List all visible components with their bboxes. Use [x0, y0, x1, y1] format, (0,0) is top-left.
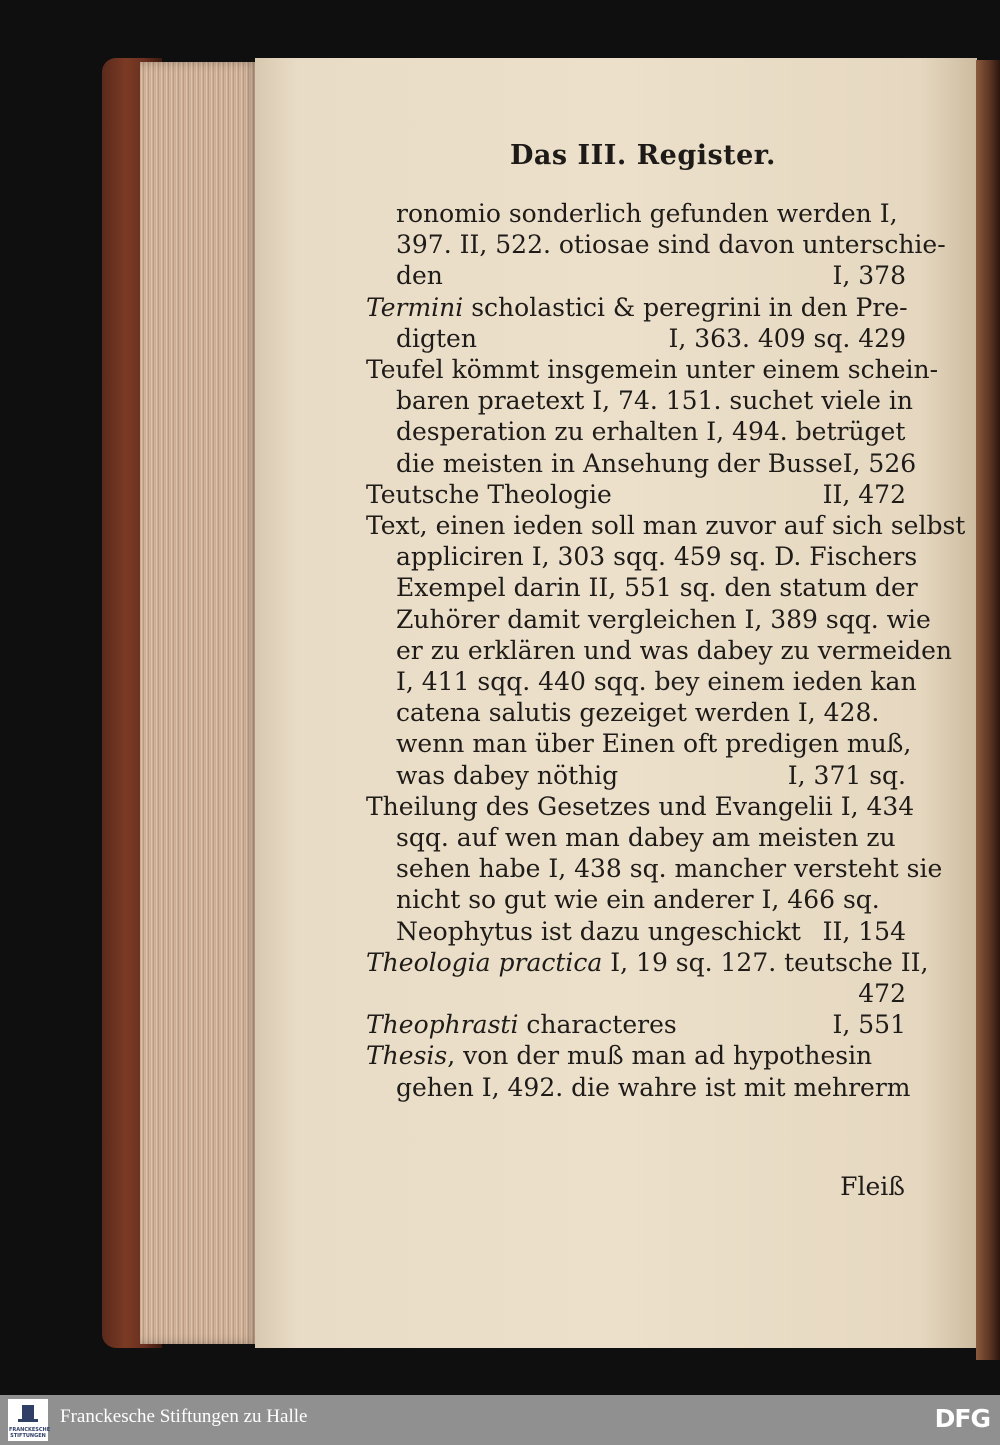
entry-text: Neophytus ist dazu ungeschickt [396, 916, 801, 946]
dfg-logo[interactable]: DFG [934, 1404, 990, 1433]
entry-line [366, 666, 917, 697]
entry-line [366, 1040, 906, 1071]
entry-text: Theophrasti characteres [366, 1010, 677, 1040]
entry-text: sqq. auf wen man dabey am meisten zu [396, 823, 896, 853]
register-entry [366, 292, 906, 354]
institution-logo[interactable] [8, 1399, 51, 1441]
entry-text: Teutsche Theologie [366, 479, 612, 509]
entry-line [366, 853, 943, 884]
entry-line [366, 728, 912, 759]
institution-name[interactable]: Franckesche Stiftungen zu Halle [60, 1406, 308, 1427]
entry-reference: I, 371 sq. [787, 760, 906, 790]
building-icon [22, 1405, 34, 1421]
entry-text: Text, einen ieden soll man zuvor auf sich selbst [366, 511, 966, 541]
book-spine [976, 60, 1000, 1360]
entry-reference: 472 [858, 979, 906, 1009]
entry-reference: II, 472 [822, 479, 906, 509]
entry-text: Exempel darin II, 551 sq. den statum der [396, 573, 918, 603]
entry-text: Teufel kömmt insgemein unter einem schein- [366, 355, 939, 385]
entry-line [366, 947, 929, 978]
entry-line [366, 479, 906, 510]
entry-line [366, 354, 939, 385]
logo-text: FRANCKESCHE STIFTUNGEN [9, 1427, 51, 1439]
register-entry [366, 510, 966, 791]
entry-line [366, 448, 917, 479]
entry-line [366, 510, 966, 541]
entry-text: gehen I, 492. die wahre ist mit mehrerm [396, 1072, 911, 1102]
entry-line [366, 916, 906, 947]
entry-lemma: Termini [366, 292, 464, 322]
register-entries [366, 198, 966, 1103]
entry-line [366, 323, 906, 354]
entry-reference: I, 378 [832, 261, 906, 291]
entry-text: Thesis, von der muß man ad hypothesin [366, 1041, 873, 1071]
entry-text: ronomio sonderlich gefunden werden I, [396, 199, 898, 228]
entry-reference: I, 526 [842, 448, 917, 478]
entry-line [366, 229, 946, 260]
entry-reference: I, 363. 409 sq. 429 [668, 323, 906, 353]
register-entry [366, 1009, 906, 1040]
register-entry [366, 791, 943, 947]
register-entry [366, 479, 906, 510]
entry-line [366, 822, 906, 853]
entry-line [366, 416, 906, 447]
entry-text: er zu erklären und was dabey zu vermeiden [396, 635, 952, 665]
entry-line [366, 541, 918, 572]
entry-line [366, 884, 906, 915]
register-entry [366, 354, 939, 479]
footer-bar [0, 1395, 1000, 1445]
running-head: Das III. Register. [510, 140, 776, 171]
entry-line [366, 198, 906, 229]
entry-lemma: Theologia practica [366, 947, 603, 977]
entry-text: digten [396, 323, 477, 353]
entry-reference: II, 154 [822, 916, 906, 946]
entry-text: Theilung des Gesetzes und Evangelii I, 434 [366, 791, 915, 821]
entry-text: baren praetext I, 74. 151. suchet viele in [396, 386, 913, 416]
entry-text: Termini scholastici & peregrini in den Pre- [366, 292, 908, 322]
entry-line [366, 292, 906, 323]
register-entry [366, 947, 929, 1009]
entry-text: catena salutis gezeiget werden I, 428. [396, 698, 880, 728]
entry-text: I, 411 sqq. 440 sqq. bey einem ieden kan [396, 667, 917, 697]
entry-text: sehen habe I, 438 sq. mancher versteht sie [396, 854, 943, 884]
entry-text: Zuhörer damit vergleichen I, 389 sqq. wie [396, 604, 931, 634]
entry-line [366, 1009, 906, 1040]
entry-reference: I, 551 [832, 1010, 906, 1040]
entry-line [366, 260, 906, 291]
entry-text: die meisten in Ansehung der Busse [396, 448, 843, 478]
entry-line [366, 635, 952, 666]
entry-line [366, 760, 906, 791]
page-edges [140, 62, 258, 1344]
entry-lemma: Theophrasti [366, 1010, 519, 1040]
entry-text: desperation zu erhalten I, 494. betrüget [396, 417, 906, 447]
entry-line [366, 697, 906, 728]
entry-line [366, 1072, 911, 1103]
entry-text: 397. II, 522. otiosae sind davon unterschie- [396, 230, 946, 260]
entry-text: was dabey nöthig [396, 760, 619, 790]
register-entry [366, 1040, 911, 1102]
entry-lemma: Thesis [366, 1041, 448, 1071]
catchword: Fleiß [840, 1172, 905, 1201]
entry-line [366, 791, 915, 822]
entry-text: Theologia practica I, 19 sq. 127. teutsche II, [366, 947, 929, 977]
entry-line [366, 604, 931, 635]
entry-text: nicht so gut wie ein anderer I, 466 sq. [396, 885, 880, 915]
entry-text: wenn man über Einen oft predigen muß, [396, 729, 912, 759]
entry-line [366, 385, 913, 416]
entry-text: den [396, 261, 443, 291]
register-entry [366, 198, 946, 292]
entry-line [366, 572, 918, 603]
entry-text: appliciren I, 303 sqq. 459 sq. D. Fischers [396, 542, 918, 572]
entry-line [366, 978, 906, 1009]
